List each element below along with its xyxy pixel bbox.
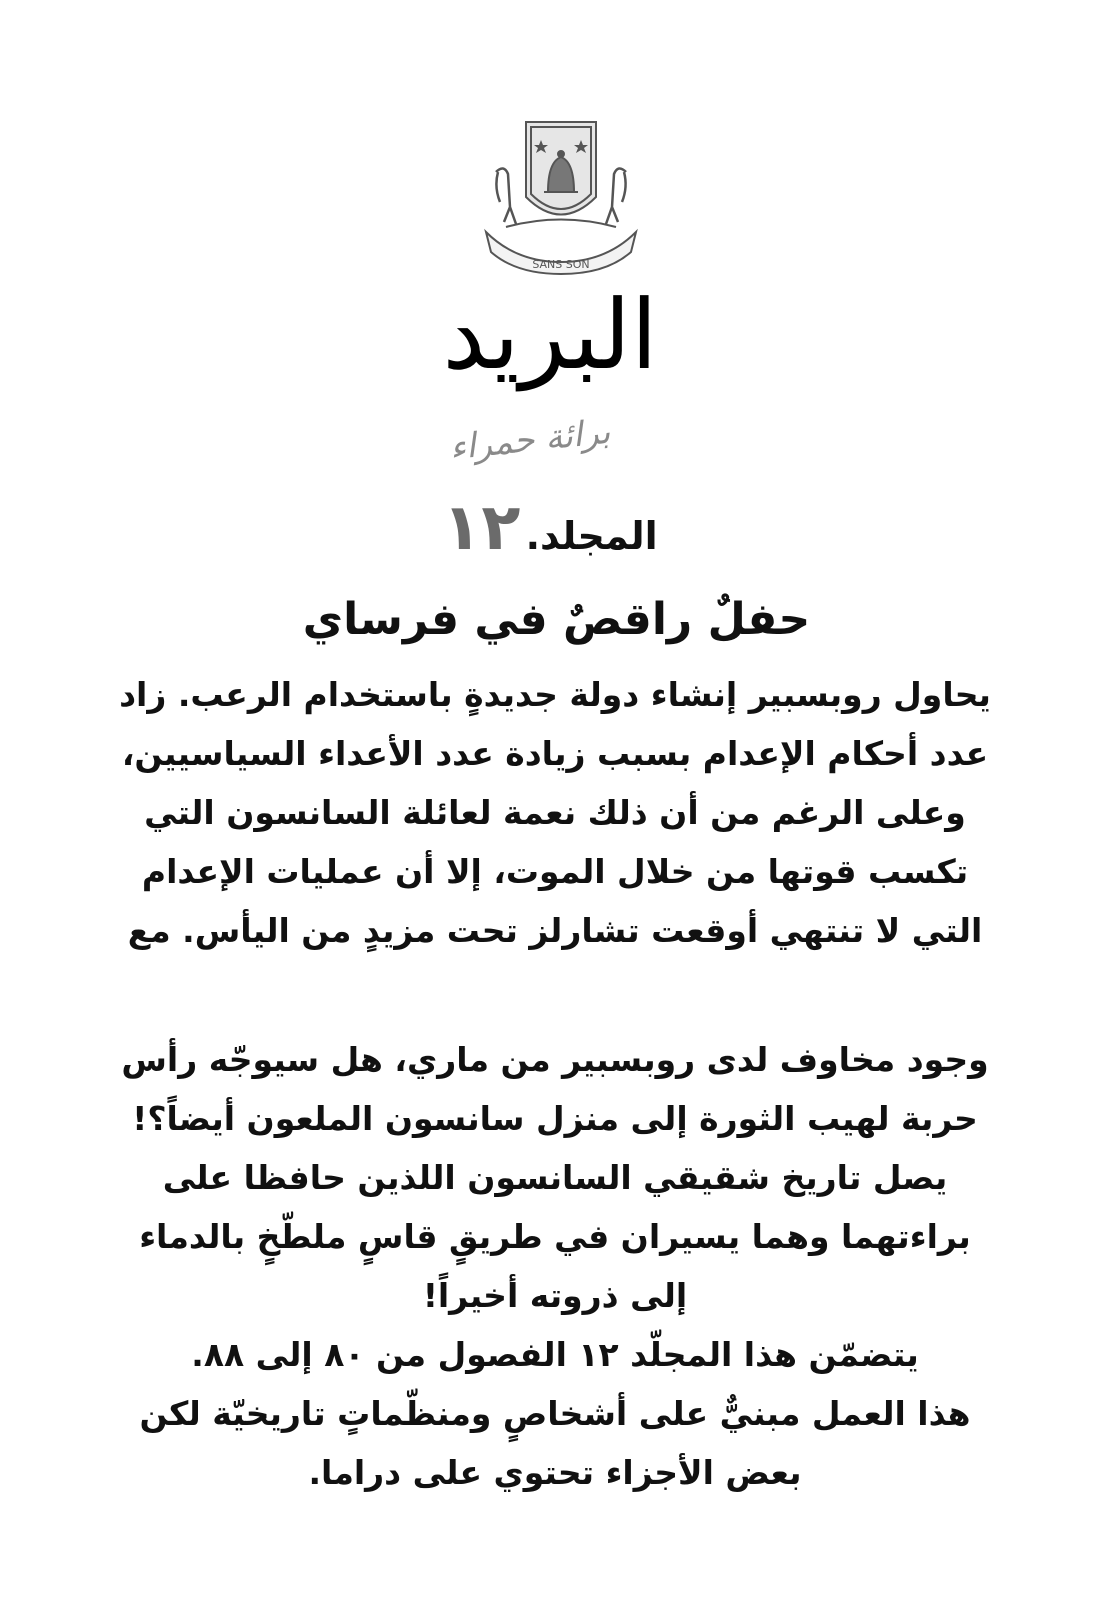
text-line: التي لا تنتهي أوقعت تشارلز تحت مزيدٍ من اليأس. مع (127, 911, 983, 950)
text-line: تكسب قوتها من خلال الموت، إلا أن عمليات الإعدام (141, 852, 969, 891)
text-line: يحاول روبسبير إنشاء دولة جديدةٍ باستخدام الرعب. زاد (119, 675, 991, 714)
text-line: بعض الأجزاء تحتوي على دراما. (308, 1453, 802, 1492)
series-title: البريد (442, 279, 658, 391)
volume-label: المجلد. (525, 514, 658, 558)
text-line: يتضمّن هذا المجلّد ١٢ الفصول من ٨٠ إلى ٨٨. (191, 1335, 919, 1374)
text-line: يصل تاريخ شقيقي السانسون اللذين حافظا على (162, 1158, 948, 1197)
text-line: إلى ذروته أخيراً! (422, 1276, 688, 1315)
synopsis-paragraph-1 (95, 665, 1015, 960)
coat-of-arms-icon (476, 112, 646, 277)
text-line: وجود مخاوف لدى روبسبير من ماري، هل سيوجّه رأس (121, 1040, 989, 1079)
text-line: وعلى الرغم من أن ذلك نعمة لعائلة السانسون التي (144, 793, 966, 832)
text-line: هذا العمل مبنيٌّ على أشخاصٍ ومنظّماتٍ تاريخيّة لكن (139, 1394, 971, 1433)
text-line: حربة لهيب الثورة إلى منزل سانسون الملعون أيضاً؟! (132, 1099, 978, 1138)
text-line: براءتهما وهما يسيران في طريقٍ قاسٍ ملطّخٍ بالدماء (139, 1217, 971, 1256)
translator-signature: برائة حمراء (447, 411, 613, 469)
text-line: عدد أحكام الإعدام بسبب زيادة عدد الأعداء السياسيين، (121, 734, 989, 773)
volume-number: ١٢ (442, 491, 521, 565)
chapter-title: حفلٌ راقصٌ في فرساي (302, 594, 811, 645)
synopsis-paragraph-2 (95, 1030, 1015, 1502)
crest-motto: SANS SON (532, 258, 590, 271)
volume-heading (380, 488, 720, 584)
